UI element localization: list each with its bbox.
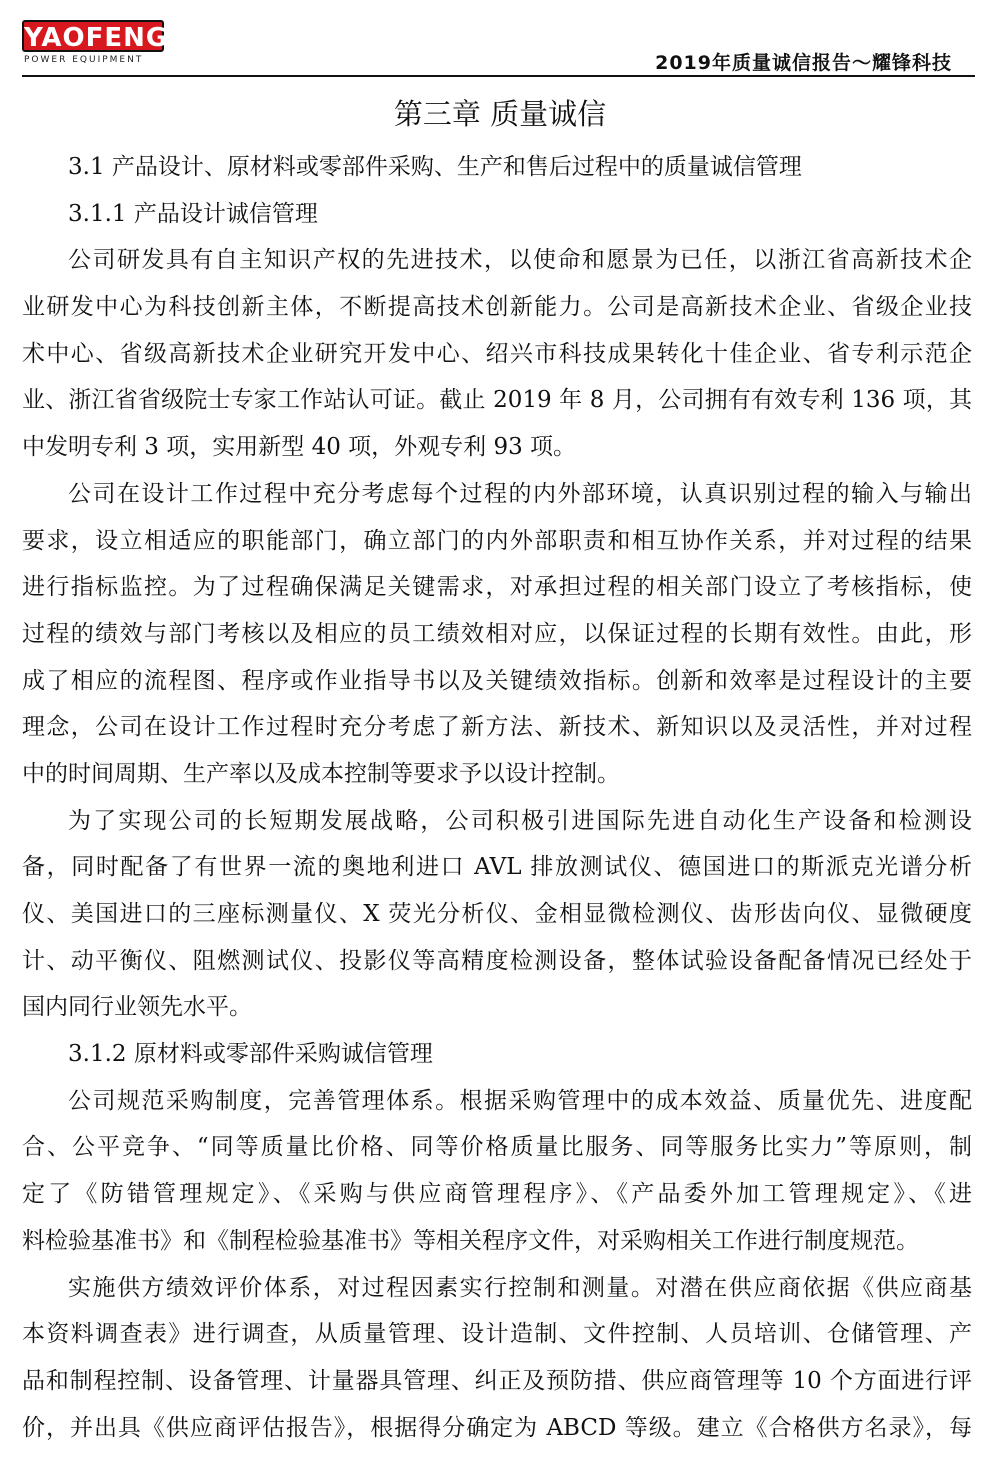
paragraph-line: 合、公平竞争、“同等质量比价格、同等价格质量比服务、同等服务比实力”等原则，制	[22, 1134, 972, 1161]
section-heading-3-1: 3.1 产品设计、原材料或零部件采购、生产和售后过程中的质量诚信管理	[68, 154, 802, 180]
section-heading-3-1-2: 3.1.2 原材料或零部件采购诚信管理	[68, 1041, 433, 1068]
company-logo	[22, 20, 169, 68]
paragraph-line: 要求，设立相适应的职能部门，确立部门的内外部职责和相互协作关系，并对过程的结果	[22, 527, 972, 554]
paragraph-line: 价，并出具《供应商评估报告》，根据得分确定为 ABCD 等级。建立《合格供方名录》，每	[22, 1414, 972, 1441]
paragraph-line: 成了相应的流程图、程序或作业指导书以及关键绩效指标。创新和效率是过程设计的主要	[22, 667, 972, 694]
paragraph-line: 进行指标监控。为了过程确保满足关键需求，对承担过程的相关部门设立了考核指标，使	[22, 574, 972, 601]
paragraph-line: 公司在设计工作过程中充分考虑每个过程的内外部环境，认真识别过程的输入与输出	[68, 480, 972, 507]
paragraph-line: 中的时间周期、生产率以及成本控制等要求予以设计控制。	[22, 760, 620, 787]
paragraph-line: 过程的绩效与部门考核以及相应的员工绩效相对应，以保证过程的长期有效性。由此，形	[22, 620, 972, 647]
paragraph-line: 公司研发具有自主知识产权的先进技术，以使命和愿景为已任，以浙江省高新技术企	[68, 247, 972, 274]
paragraph-line: 实施供方绩效评价体系，对过程因素实行控制和测量。对潜在供应商依据《供应商基	[68, 1274, 972, 1301]
paragraph-line: 业、浙江省省级院士专家工作站认可证。截止 2019 年 8 月，公司拥有有效专利 136 项，其	[22, 387, 972, 414]
section-heading-3-1-1: 3.1.1 产品设计诚信管理	[68, 200, 318, 227]
paragraph-line: 术中心、省级高新技术企业研究开发中心、绍兴市科技成果转化十佳企业、省专利示范企	[22, 340, 972, 367]
report-title: 2019年质量诚信报告～耀锋科技	[655, 52, 952, 74]
paragraph-line: 品和制程控制、设备管理、计量器具管理、纠正及预防措、供应商管理等 10 个方面进行评	[22, 1367, 972, 1394]
paragraph-line: 仪、美国进口的三座标测量仪、X 荧光分析仪、金相显微检测仪、齿形齿向仪、显微硬度	[22, 901, 972, 927]
page-header	[0, 0, 1000, 80]
paragraph-line: 备，同时配备了有世界一流的奥地利进口 AVL 排放测试仪、德国进口的斯派克光谱分析	[22, 854, 972, 881]
paragraph-line: 本资料调查表》进行调查，从质量管理、设计造制、文件控制、人员培训、仓储管理、产	[22, 1321, 972, 1348]
logo-tagline: POWER EQUIPMENT	[24, 55, 144, 65]
header-divider	[22, 75, 975, 77]
paragraph-line: 定了《防错管理规定》、《采购与供应商管理程序》、《产品委外加工管理规定》、《进	[22, 1181, 972, 1208]
paragraph-line: 公司规范采购制度，完善管理体系。根据采购管理中的成本效益、质量优先、进度配	[68, 1087, 972, 1114]
paragraph-line: 国内同行业领先水平。	[22, 994, 252, 1021]
chapter-title: 第三章 质量诚信	[393, 97, 607, 131]
paragraph-line: 理念，公司在设计工作过程时充分考虑了新方法、新技术、新知识以及灵活性，并对过程	[22, 714, 972, 741]
paragraph-line: 中发明专利 3 项，实用新型 40 项，外观专利 93 项。	[22, 434, 577, 461]
paragraph-line: 料检验基准书》和《制程检验基准书》等相关程序文件，对采购相关工作进行制度规范。	[22, 1227, 919, 1254]
document-body	[22, 144, 972, 1451]
logo-wordmark: YAOFENG	[22, 20, 164, 52]
paragraph-line: 计、动平衡仪、阻燃测试仪、投影仪等高精度检测设备，整体试验设备配备情况已经处于	[22, 947, 972, 974]
paragraph-line: 为了实现公司的长短期发展战略，公司积极引进国际先进自动化生产设备和检测设	[68, 807, 972, 834]
paragraph-line: 业研发中心为科技创新主体，不断提高技术创新能力。公司是高新技术企业、省级企业技	[22, 294, 972, 321]
